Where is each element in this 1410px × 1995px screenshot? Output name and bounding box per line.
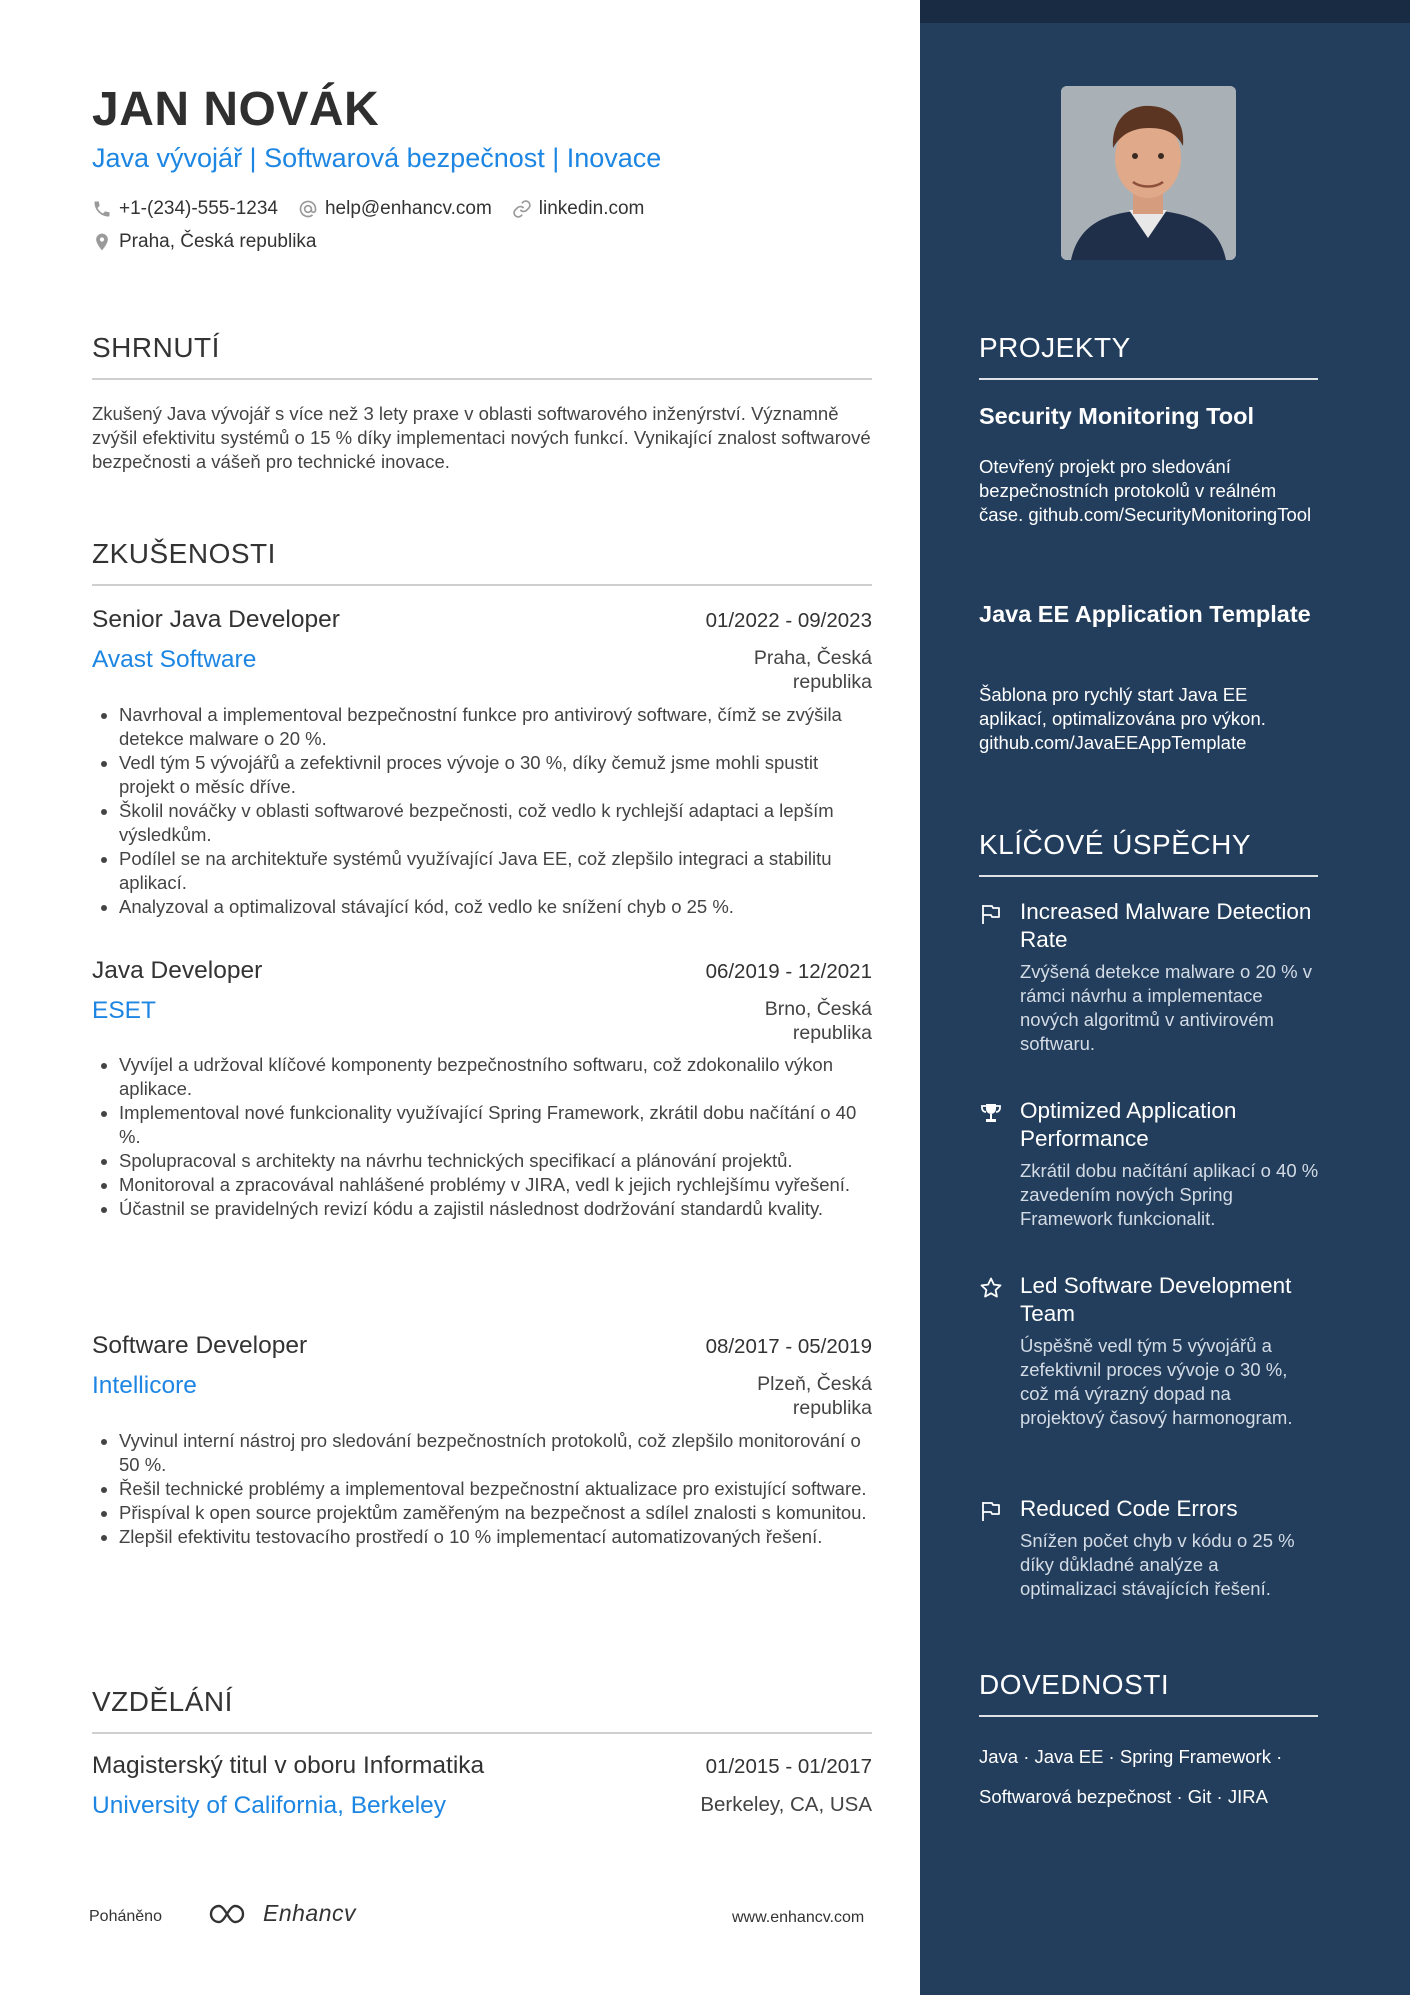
achievement-description: Zvýšená detekce malware o 20 % v rámci návrhu a implementace nových algoritmů v antivirovém softwaru. — [1020, 961, 1313, 1054]
star-icon — [979, 1276, 1003, 1300]
job-bullet: Vyvinul interní nástroj pro sledování bezpečnostních protokolů, což zlepšilo monitorování o 50 %. — [92, 1429, 872, 1477]
achievement-title: Optimized Application Performance — [1020, 1098, 1237, 1151]
education-heading: VZDĚLÁNÍ — [92, 1686, 233, 1717]
job-location: Praha, Česká republika — [753, 647, 872, 693]
email-contact[interactable] — [298, 198, 492, 220]
skills-line: Java · Java EE · Spring Framework · — [979, 1746, 1283, 1767]
job-location: Brno, Česká republika — [764, 998, 872, 1044]
job-bullet: Přispíval k open source projektům zaměřeným na bezpečnost a sdílel znalosti s komunitou. — [92, 1501, 872, 1525]
job-dates: 06/2019 - 12/2021 — [705, 960, 872, 983]
enhancv-logo-icon — [207, 1901, 255, 1927]
phone-icon — [92, 199, 112, 219]
skills-divider — [979, 1715, 1318, 1717]
summary-heading: SHRNUTÍ — [92, 332, 220, 363]
headline: Java vývojář | Softwarová bezpečnost | Inovace — [92, 143, 662, 173]
trophy-icon — [979, 1101, 1003, 1125]
job-bullet: Podílel se na architektuře systémů využívající Java EE, což zlepšilo integraci a stabilitu aplikací. — [92, 847, 872, 895]
job-title: Software Developer — [92, 1332, 308, 1359]
project-name: Security Monitoring Tool — [979, 403, 1255, 429]
achievement-description: Zkrátil dobu načítání aplikací o 40 % zavedením nových Spring Framework funkcionalit. — [1020, 1160, 1319, 1229]
achievement-description: Úspěšně vedl tým 5 vývojářů a zefektivnil proces vývoje o 30 %, což má výrazný dopad na projektový časový harmonogram. — [1020, 1335, 1293, 1428]
link-icon — [512, 199, 532, 219]
job-bullet: Vyvíjel a udržoval klíčové komponenty bezpečnostního softwaru, což zdokonalilo výkon aplikace. — [92, 1053, 872, 1101]
location-contact — [92, 231, 317, 253]
job-bullet: Řešil technické problémy a implementoval bezpečnostní aktualizace pro existující software. — [92, 1477, 872, 1501]
skills-list — [979, 1737, 1319, 1817]
job-location: Plzeň, Česká republika — [757, 1373, 872, 1419]
edu-school: University of California, Berkeley — [92, 1792, 447, 1819]
experience-divider — [92, 584, 872, 586]
job-company: Intellicore — [92, 1372, 197, 1399]
footer-powered-by: Poháněno — [89, 1908, 162, 1925]
projects-heading: PROJEKTY — [979, 332, 1131, 363]
experience-heading: ZKUŠENOSTI — [92, 538, 276, 569]
linkedin-contact[interactable] — [512, 198, 645, 220]
achievement-title: Increased Malware Detection Rate — [1020, 899, 1312, 952]
job-bullet: Spolupracoval s architekty na návrhu technických specifikací a plánování projektů. — [92, 1149, 872, 1173]
linkedin-text: linkedin.com — [538, 198, 645, 219]
job-bullet: Školil nováčky v oblasti softwarové bezpečnosti, což vedlo k rychlejší adaptaci a lepším výsledkům. — [92, 799, 872, 847]
enhancv-brand: Enhancv — [263, 1900, 357, 1926]
flag-icon — [979, 902, 1003, 926]
job-bullet: Monitoroval a zpracovával nahlášené problémy v JIRA, vedl k jejich rychlejšímu vyřešení. — [92, 1173, 872, 1197]
contact-info — [92, 196, 664, 262]
skills-heading: DOVEDNOSTI — [979, 1669, 1170, 1700]
candidate-name: JAN NOVÁK — [92, 83, 380, 136]
achievement-title: Led Software Development Team — [1020, 1273, 1292, 1326]
job-dates: 01/2022 - 09/2023 — [705, 609, 872, 632]
at-icon — [298, 199, 318, 219]
edu-location: Berkeley, CA, USA — [700, 1793, 872, 1816]
edu-degree: Magisterský titul v oboru Informatika — [92, 1752, 485, 1779]
sidebar — [920, 0, 1410, 1995]
footer-url[interactable]: www.enhancv.com — [732, 1909, 865, 1926]
job-bullet: Analyzoval a optimalizoval stávající kód, což vedlo ke snížení chyb o 25 %. — [92, 895, 872, 919]
job-bullet: Účastnil se pravidelných revizí kódu a zajistil následnost dodržování standardů kvality. — [92, 1197, 872, 1221]
project-description: Šablona pro rychlý start Java EE aplikací, optimalizována pro výkon. github.com/JavaEEAppTemplate — [979, 684, 1266, 753]
job-bullets — [92, 1429, 872, 1549]
job-title: Senior Java Developer — [92, 606, 340, 633]
enhancv-logo[interactable] — [207, 1900, 356, 1927]
achievement-description: Snížen počet chyb v kódu o 25 % díky důkladné analýze a optimalizaci stávajících řešení. — [1020, 1530, 1295, 1599]
summary-divider — [92, 378, 872, 380]
sidebar-top-bar — [920, 0, 1410, 23]
job-company: ESET — [92, 997, 156, 1024]
profile-photo-image — [1061, 86, 1236, 260]
job-bullets — [92, 703, 872, 919]
projects-divider — [979, 378, 1318, 380]
job-title: Java Developer — [92, 957, 263, 984]
achievements-heading: KLÍČOVÉ ÚSPĚCHY — [979, 829, 1252, 860]
achievement-title: Reduced Code Errors — [1020, 1496, 1238, 1521]
job-bullet: Zlepšil efektivitu testovacího prostředí o 10 % implementací automatizovaných řešení. — [92, 1525, 872, 1549]
flag-icon — [979, 1499, 1003, 1523]
summary-text: Zkušený Java vývojář s více než 3 lety praxe v oblasti softwarového inženýrství. Významně zvýšil efektivitu systémů o 15 % díky implementaci nových funkcí. Vynikající znalost softwarové bezpečnosti a vášeň pro technické inovace. — [92, 403, 871, 472]
skills-line: Softwarová bezpečnost · Git · JIRA — [979, 1786, 1268, 1807]
location-pin-icon — [92, 232, 112, 252]
phone-contact[interactable] — [92, 198, 278, 220]
job-company: Avast Software — [92, 646, 257, 673]
edu-dates: 01/2015 - 01/2017 — [705, 1755, 872, 1778]
job-bullet: Navrhoval a implementoval bezpečnostní funkce pro antivirový software, čímž se zvýšila detekce malware o 20 %. — [92, 703, 872, 751]
achievements-divider — [979, 875, 1318, 877]
profile-photo — [1061, 86, 1236, 260]
phone-text: +1-(234)-555-1234 — [119, 198, 278, 219]
job-dates: 08/2017 - 05/2019 — [705, 1335, 872, 1358]
project-name: Java EE Application Template — [979, 601, 1311, 627]
job-bullet: Vedl tým 5 vývojářů a zefektivnil proces vývoje o 30 %, díky čemuž jsme mohli spustit projekt o měsíc dříve. — [92, 751, 872, 799]
job-bullet: Implementoval nové funkcionality využívající Spring Framework, zkrátil dobu načítání o 40 %. — [92, 1101, 872, 1149]
email-text: help@enhancv.com — [324, 198, 492, 219]
education-divider — [92, 1732, 872, 1734]
project-description: Otevřený projekt pro sledování bezpečnostních protokolů v reálném čase. github.com/SecurityMonitoringTool — [979, 456, 1312, 525]
location-text: Praha, Česká republika — [119, 231, 317, 252]
job-bullets — [92, 1053, 872, 1221]
